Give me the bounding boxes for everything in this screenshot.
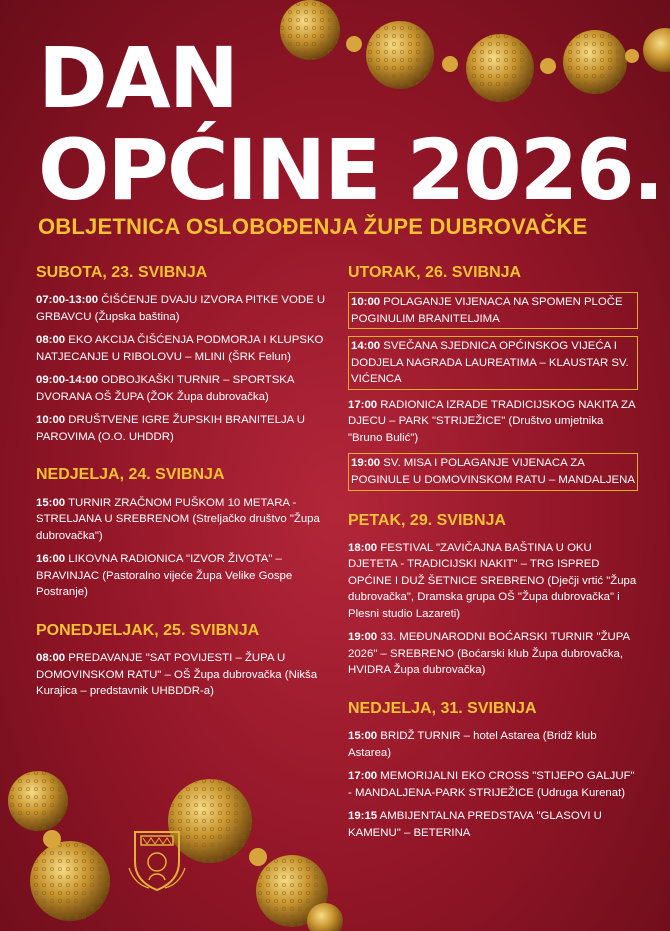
event-time: 16:00 [36, 553, 66, 566]
event-time: 17:00 [348, 398, 378, 411]
day-heading: PETAK, 29. SVIBNJA [348, 511, 506, 529]
gold-chain-ornament-top [270, 0, 670, 120]
event-time: 15:00 [348, 730, 378, 743]
event-time: 10:00 [351, 296, 381, 309]
event-item [348, 808, 638, 841]
event-description: RADIONICA IZRADE TRADICIJSKOG NAKITA ZA DJECU – PARK "STRIJEŽICE" (Društvo umjetnika "Bruno Bulić") [348, 398, 635, 444]
event-time: 18:00 [348, 541, 378, 554]
event-time: 14:00 [351, 340, 381, 353]
event-description: FESTIVAL "ZAVIČAJNA BAŠTINA U OKU DJETETA - TRADICIJSKI NAKIT" – TRG ISPRED OPĆINE I DUŽ ŠETNICE SREBRENO (Dječji vrtić "Župa dubrovačka", Dramska grupa OŠ "Župa dubrovačka" i Plesni studio Lazareti) [348, 541, 637, 620]
event-item [36, 551, 328, 601]
event-item [348, 629, 638, 679]
event-description: PREDAVANJE "SAT POVIJESTI – ŽUPA U DOMOVINSKOM RATU" – OŠ Župa dubrovačka (Nikša Kurajica – predstavnik UHBDDR-a) [36, 652, 318, 698]
event-time: 15:00 [36, 496, 66, 509]
event-time: 17:00 [348, 770, 378, 783]
day-heading: SUBOTA, 23. SVIBNJA [36, 264, 208, 281]
event-description: POLAGANJE VIJENACA NA SPOMEN PLOČE POGINULIM BRANITELJIMA [351, 296, 623, 325]
event-time: 19:15 [348, 810, 378, 823]
day-section-utorak-26-svibnja [348, 263, 638, 491]
municipality-coat-of-arms-icon [127, 828, 187, 892]
page-title-line-1: DAN [38, 29, 238, 127]
event-description: AMBIJENTALNA PREDSTAVA "GLASOVI U KAMENU" – BETERINA [348, 810, 602, 839]
event-item [348, 540, 638, 623]
day-section-nedjelja-24-svibnja [36, 465, 328, 600]
event-time: 07:00-13:00 [36, 294, 99, 307]
event-description: SV. MISA I POLAGANJE VIJENACA ZA POGINULE U DOMOVINSKOM RATU – MANDALJENA [351, 457, 635, 486]
day-heading: PONEDJELJAK, 25. SVIBNJA [36, 621, 260, 639]
event-time: 08:00 [36, 334, 66, 347]
event-description: LIKOVNA RADIONICA "IZVOR ŽIVOTA" – BRAVINJAC (Pastoralno vijeće Župa Velike Gospe Postranje) [36, 553, 293, 599]
event-item [36, 650, 328, 700]
event-time: 19:00 [351, 457, 381, 470]
event-description: ODBOJKAŠKI TURNIR – SPORTSKA DVORANA OŠ ŽUPA (ŽOK Župa dubrovačka) [36, 374, 294, 403]
event-item [36, 372, 328, 405]
event-item [36, 495, 328, 545]
day-heading: NEDJELJA, 24. SVIBNJA [36, 466, 225, 484]
event-description: SVEČANA SJEDNICA OPĆINSKOG VIJEĆA I DODJELA NAGRADA LAUREATIMA – KLAUSTAR SV. VIĆENCA [351, 340, 629, 386]
event-item [348, 336, 638, 390]
day-section-nedjelja-31-svibnja [348, 699, 638, 841]
day-section-petak-29-svibnja [348, 511, 638, 679]
day-heading: UTORAK, 26. SVIBNJA [348, 264, 522, 281]
event-description: ČIŠĆENJE DVAJU IZVORA PITKE VODE U GRBAVCU (Župska baština) [36, 294, 326, 323]
event-time: 19:00 [348, 631, 378, 644]
page-title-line-2: OPĆINE 2026. [38, 121, 663, 219]
event-description: BRIDŽ TURNIR – hotel Astarea (Bridž klub Astarea) [348, 730, 597, 759]
schedule-left-column [36, 263, 328, 720]
page-subtitle: OBLJETNICA OSLOBOĐENJA ŽUPE DUBROVAČKE [38, 214, 588, 239]
event-description: DRUŠTVENE IGRE ŽUPSKIH BRANITELJA U PAROVIMA (O.O. UHDDR) [36, 414, 306, 443]
day-section-subota-23-svibnja [36, 263, 328, 445]
event-item [36, 412, 328, 445]
event-item [348, 397, 638, 447]
event-item [36, 292, 328, 325]
day-heading: NEDJELJA, 31. SVIBNJA [348, 699, 537, 717]
day-section-ponedjeljak-25-svibnja [36, 621, 328, 700]
event-item [348, 453, 638, 490]
event-description: TURNIR ZRAČNOM PUŠKOM 10 METARA - STRELJANA U SREBRENOM (Streljačko društvo "Župa dubrovačka") [36, 496, 320, 542]
event-time: 10:00 [36, 414, 66, 427]
event-time: 08:00 [36, 652, 66, 664]
event-description: EKO AKCIJA ČIŠĆENJA PODMORJA I KLUPSKO NATJECANJE U RIBOLOVU – MLINI (ŠRK Felun) [36, 334, 324, 363]
event-time: 09:00-14:00 [36, 374, 99, 387]
event-description: 33. MEĐUNARODNI BOĆARSKI TURNIR "ŽUPA 2026" – SREBRENO (Boćarski klub Župa dubrovačka, HVIDRA Župa dubrovačka) [348, 631, 630, 677]
event-description: MEMORIJALNI EKO CROSS "STIJEPO GALJUF" - MANDALJENA-PARK STRIJEŽICE (Udruga Kurenat) [348, 770, 635, 799]
event-item [348, 292, 638, 329]
event-item [348, 768, 638, 801]
event-item [348, 728, 638, 761]
schedule-right-column [348, 263, 638, 861]
event-item [36, 332, 328, 365]
